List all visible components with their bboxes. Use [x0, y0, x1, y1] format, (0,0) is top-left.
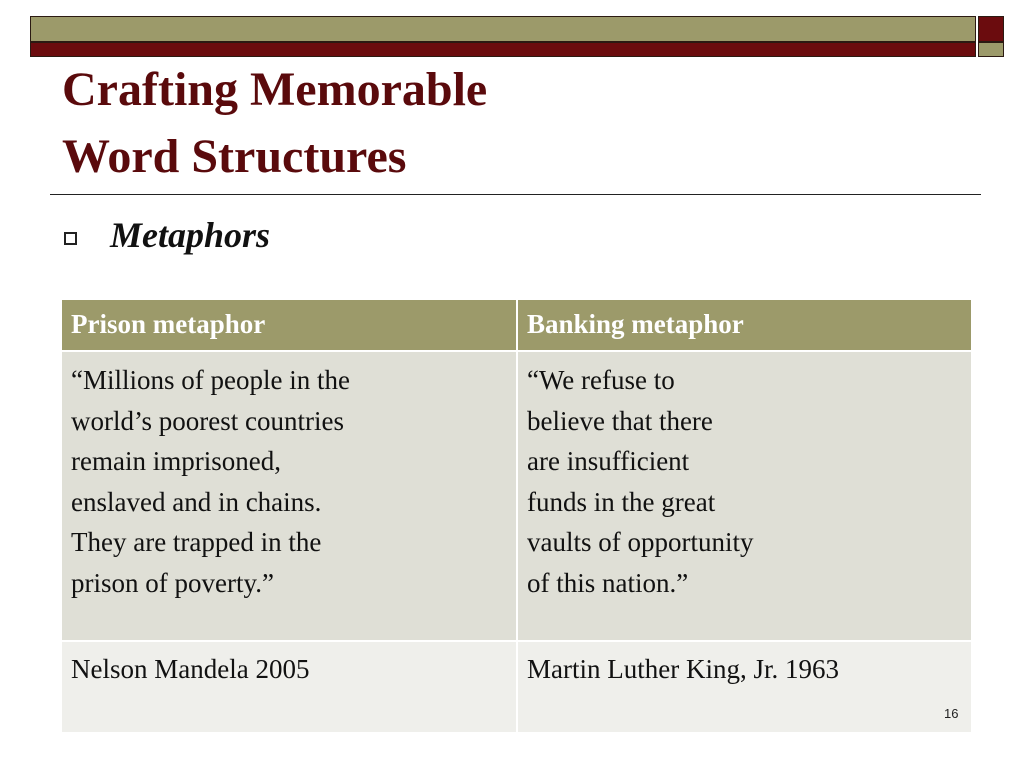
- slide-title-line-1: Crafting Memorable: [62, 63, 488, 116]
- slide-title: [62, 56, 487, 190]
- quote-line: funds in the great: [527, 486, 716, 517]
- header-square-olive: [978, 42, 1004, 57]
- quote-line: believe that there: [527, 405, 713, 436]
- quote-line: remain imprisoned,: [71, 446, 281, 476]
- quote-line: vaults of opportunity: [527, 527, 754, 557]
- quote-line: “Millions of people in the: [71, 365, 350, 395]
- square-bullet-icon: [64, 232, 77, 245]
- slide-title-line-2: Word Structures: [62, 130, 407, 184]
- page-number: 16: [944, 706, 959, 721]
- quote-line: enslaved and in chains.: [71, 486, 322, 517]
- author-mandela: Nelson Mandela 2005: [61, 641, 517, 733]
- quote-line: of this nation.”: [527, 567, 689, 598]
- metaphor-table: [60, 298, 973, 734]
- header-banking-metaphor: Banking metaphor: [517, 299, 972, 351]
- quote-line: “We refuse to: [527, 365, 675, 395]
- quote-line: prison of poverty.”: [71, 567, 274, 598]
- table-header-row: [61, 299, 972, 351]
- quote-mandela: [61, 351, 517, 641]
- quote-line: They are trapped in the: [71, 527, 322, 557]
- author-king: Martin Luther King, Jr. 1963: [517, 641, 972, 733]
- header-bar-olive: [30, 16, 976, 42]
- header-bar-maroon: [30, 42, 976, 57]
- quote-line: world’s poorest countries: [71, 405, 344, 436]
- quote-king: [517, 351, 972, 641]
- bullet-item: [64, 214, 270, 256]
- quote-line: are insufficient: [527, 446, 690, 476]
- table-row: [61, 351, 972, 641]
- title-divider: [50, 194, 981, 195]
- table-row: [61, 641, 972, 733]
- bullet-text: Metaphors: [110, 215, 271, 255]
- header-prison-metaphor: Prison metaphor: [61, 299, 517, 351]
- header-square-maroon: [978, 16, 1004, 42]
